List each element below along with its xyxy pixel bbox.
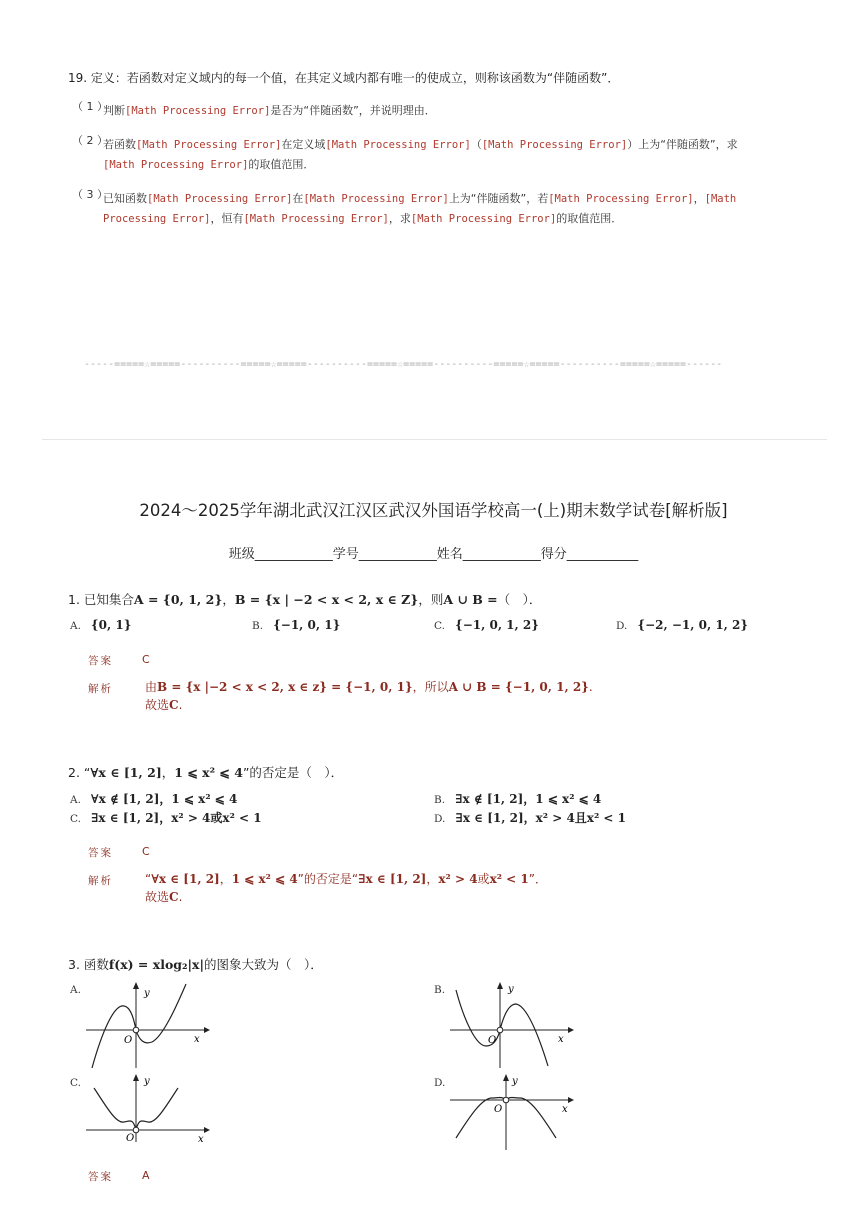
curve-a [92, 984, 186, 1068]
origin-label: O [494, 1104, 503, 1115]
exam-title: 2024～2025学年湖北武汉江汉区武汉外国语学校高一(上)期末数学试卷[解析版] [139, 501, 728, 520]
open-point [497, 1027, 503, 1033]
q19-part3-text: 已知函数[Math Processing Error]在[Math Processing Error]上为“伴随函数”，若[Math Processing Error]，[Math Processing Error]，恒有[Math Processing Error]，求[Math Processing Error]的取值范围． [103, 192, 737, 225]
q1-option-d[interactable]: D. {−2, −1, 0, 1, 2} [616, 618, 749, 632]
x-axis-label: x [198, 1134, 204, 1144]
q2-analysis-label: 解析 [88, 875, 113, 887]
q1-option-b[interactable]: B. {−1, 0, 1} [252, 618, 341, 632]
q3-option-a-label[interactable]: A. [70, 984, 81, 996]
q19-part2-number: （ 2 ） [72, 134, 108, 147]
x-axis-arrow [204, 1127, 210, 1133]
q2-analysis: “∀x ∈ [1, 2]，1 ⩽ x² ⩽ 4”的否定是“∃x ∈ [1, 2]，x² > 4或x² < 1”． 故选C. [145, 872, 547, 904]
q2-option-d[interactable]: D. ∃x ∈ [1, 2]，x² > 4且x² < 1 [434, 811, 626, 825]
section-divider: -----=====☆=====----------=====☆=====----------=====☆=====----------=====☆=====----------=====☆=====------ [84, 359, 723, 370]
curve-c-right [136, 1088, 178, 1130]
q1-option-c[interactable]: C. {−1, 0, 1, 2} [434, 618, 539, 632]
y-axis-label: y [512, 1076, 518, 1087]
x-axis-arrow [204, 1027, 210, 1033]
q1-answer-value: C [142, 653, 150, 666]
q3-option-c-label[interactable]: C. [70, 1077, 81, 1089]
y-axis-arrow [133, 1074, 139, 1081]
q19-part3-number: （ 3 ） [72, 188, 108, 201]
page-separator [42, 439, 827, 440]
q3-answer-value: A [142, 1169, 150, 1182]
q2-answer-label: 答案 [88, 847, 113, 859]
q19-part2-text: 若函数[Math Processing Error]在定义域[Math Processing Error]（[Math Processing Error]）上为“伴随函数”，求 [Math Processing Error]的取值范围． [103, 138, 738, 171]
q19-part1-number: （ 1 ） [72, 100, 108, 113]
q2-option-a[interactable]: A. ∀x ∉ [1, 2]，1 ⩽ x² ⩽ 4 [70, 792, 238, 806]
q3-option-d-label[interactable]: D. [434, 1077, 446, 1089]
student-info-line: 班级____________学号____________姓名____________得分___________ [228, 547, 639, 562]
origin-label: O [126, 1133, 135, 1144]
q3-graph-d[interactable] [448, 1072, 578, 1152]
q1-option-a[interactable]: A. {0, 1} [70, 618, 132, 632]
q3-stem: 3. 函数f(x) = xlog₂|x|的图象大致为（ ）． [68, 957, 323, 972]
open-point [503, 1097, 509, 1103]
q1-analysis-label: 解析 [88, 683, 113, 695]
q3-graph-a[interactable] [84, 980, 214, 1072]
q3-graph-b[interactable] [448, 980, 578, 1072]
open-point [133, 1127, 139, 1133]
curve-d-right [506, 1098, 556, 1139]
y-axis-label: y [508, 984, 514, 995]
q3-graph-c[interactable] [84, 1072, 214, 1144]
y-axis-arrow [503, 1074, 509, 1081]
q1-stem: 1. 已知集合A = {0, 1, 2}，B = {x | −2 < x < 2, x ∈ Z}，则A ∪ B =（ ）． [68, 592, 542, 607]
q1-answer-label: 答案 [88, 655, 113, 667]
q2-answer-value: C [142, 845, 150, 858]
q2-stem: 2. “∀x ∈ [1, 2]，1 ⩽ x² ⩽ 4”的否定是（ ）． [68, 765, 344, 780]
q3-answer-label: 答案 [88, 1171, 113, 1183]
curve-c-left [94, 1088, 136, 1130]
open-point [133, 1027, 139, 1033]
y-axis-arrow [497, 982, 503, 989]
y-axis-arrow [133, 982, 139, 989]
q1-analysis: 由B = {x |−2 < x < 2, x ∈ z} = {−1, 0, 1}，所以A ∪ B = {−1, 0, 1, 2}. 故选C. [145, 680, 593, 712]
x-axis-label: x [194, 1034, 200, 1045]
origin-label: O [488, 1035, 497, 1046]
origin-label: O [124, 1035, 133, 1046]
y-axis-label: y [144, 988, 150, 999]
y-axis-label: y [144, 1076, 150, 1087]
q19-part1-text: 判断[Math Processing Error]是否为“伴随函数”，并说明理由． [103, 104, 436, 117]
q2-option-b[interactable]: B. ∃x ∉ [1, 2]，1 ⩽ x² ⩽ 4 [434, 792, 602, 806]
q19-title: 19. 定义：若函数对定义域内的每一个值，在其定义域内都有唯一的使成立，则称该函数为“伴随函数”． [68, 71, 620, 85]
x-axis-arrow [568, 1027, 574, 1033]
x-axis-label: x [562, 1104, 568, 1115]
x-axis-arrow [568, 1097, 574, 1103]
q2-option-c[interactable]: C. ∃x ∈ [1, 2]，x² > 4或x² < 1 [70, 811, 262, 825]
x-axis-label: x [558, 1034, 564, 1045]
q3-option-b-label[interactable]: B. [434, 984, 446, 996]
